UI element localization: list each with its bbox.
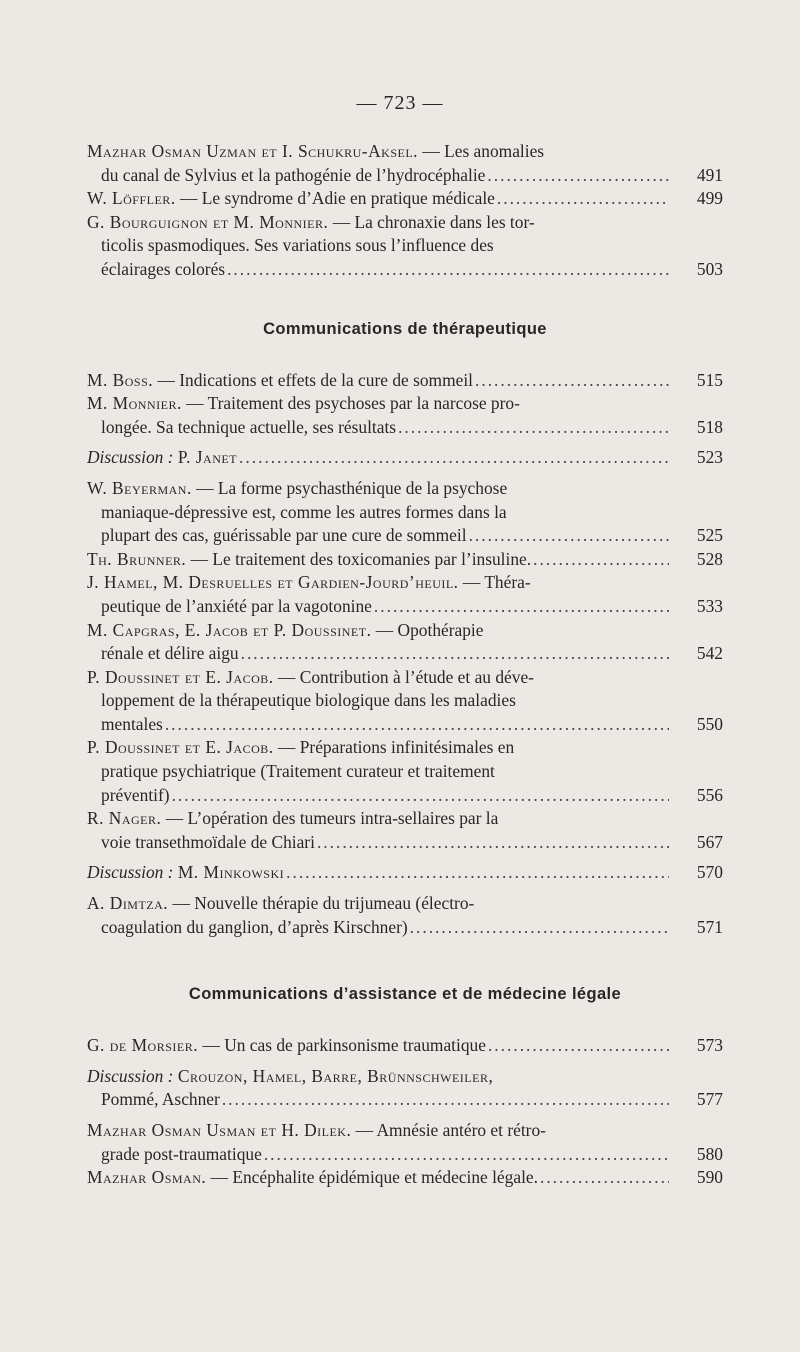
entry-last-line	[87, 416, 669, 440]
entry-last-line	[87, 831, 669, 855]
entry-authors: W. Beyerman.	[87, 477, 192, 498]
entry-line	[87, 501, 669, 525]
entry-authors: Crouzon, Hamel, Barre, Brünnschweiler,	[177, 1065, 494, 1086]
entry-last-line	[87, 1088, 669, 1112]
entry-title-text: coagulation du ganglion, d’après Kirschner)	[101, 916, 408, 937]
toc-entry	[87, 571, 723, 618]
entry-page-number: 570	[696, 862, 723, 883]
entry-line	[87, 234, 669, 258]
entry-text	[101, 642, 239, 666]
entry-page-number: 556	[696, 784, 723, 805]
entry-text	[101, 416, 396, 440]
entry-line	[87, 211, 669, 235]
leader-dots	[374, 595, 669, 619]
entry-title-text: — La chronaxie dans les tor-	[332, 211, 535, 232]
entry-line	[87, 140, 669, 164]
leader-dots	[317, 831, 669, 855]
entry-authors: P. Doussinet et E. Jacob.	[87, 737, 274, 758]
entry-page-number: 499	[696, 188, 723, 209]
entry-page-number: 491	[696, 164, 723, 185]
entry-line	[87, 689, 669, 713]
entry-page-number: 577	[696, 1089, 723, 1110]
table-of-contents	[87, 140, 723, 1190]
toc-entry	[87, 1065, 723, 1112]
toc-entry	[87, 187, 723, 211]
entry-text	[101, 258, 225, 282]
leader-dots	[286, 861, 669, 885]
entry-authors: M. Monnier.	[87, 393, 182, 414]
entry-title-text: — La forme psychasthénique de la psychose	[196, 477, 508, 498]
toc-entry	[87, 446, 723, 470]
entry-title-text: peutique de l’anxiété par la vagotonine	[101, 595, 372, 616]
entry-page-number: 503	[696, 258, 723, 279]
entry-page-number: 523	[696, 447, 723, 468]
leader-dots	[222, 1088, 669, 1112]
entry-text	[101, 164, 485, 188]
entry-page-number: 580	[696, 1143, 723, 1164]
discussion-label: Discussion :	[87, 862, 174, 883]
toc-entry	[87, 477, 723, 548]
entry-title-text: — Amnésie antéro et rétro-	[355, 1120, 546, 1140]
entry-last-line	[87, 713, 669, 737]
entry-title-text: — Le traitement des toxicomanies par l’insuline.	[190, 548, 532, 569]
entry-page-number: 528	[696, 548, 723, 569]
entry-line	[87, 736, 669, 760]
leader-dots	[227, 258, 669, 282]
entry-text	[101, 595, 372, 619]
toc-group-therapeutique	[87, 369, 723, 940]
entry-title-text: — Un cas de parkinsonisme traumatique	[202, 1035, 486, 1056]
entry-text	[87, 548, 531, 572]
entry-authors: Mazhar Osman Uzman et I. Schukru-Aksel.	[87, 141, 418, 161]
entry-text	[101, 1143, 262, 1167]
entry-title-text: loppement de la thérapeutique biologique dans les maladies	[101, 690, 516, 711]
entry-last-line	[87, 916, 669, 940]
entry-text	[101, 1088, 220, 1112]
entry-authors: R. Nager.	[87, 808, 162, 829]
toc-entry	[87, 807, 723, 854]
discussion-label: Discussion :	[87, 447, 174, 468]
entry-line	[87, 892, 669, 916]
toc-entry	[87, 392, 723, 439]
entry-text	[87, 369, 473, 393]
entry-text	[101, 784, 170, 808]
entry-text	[87, 861, 284, 885]
leader-dots	[540, 1166, 669, 1190]
entry-title-text: longée. Sa technique actuelle, ses résultats	[101, 416, 397, 437]
entry-title-text: — Préparations infinitésimales en	[278, 737, 515, 758]
entry-title-text: Pommé, Aschner	[101, 1089, 220, 1110]
toc-entry	[87, 619, 723, 666]
entry-title-text: — Contribution à l’étude et au déve-	[278, 666, 534, 687]
entry-authors: A. Dimtza.	[87, 893, 169, 914]
entry-title-text: du canal de Sylvius et la pathogénie de l’hydrocéphalie	[101, 164, 486, 185]
entry-authors: M. Boss.	[87, 369, 154, 390]
leader-dots	[165, 713, 669, 737]
entry-title-text: voie transethmoïdale de Chiari	[101, 831, 315, 852]
entry-authors: Th. Brunner.	[87, 548, 187, 569]
entry-title-text: — Indications et effets de la cure de sommeil	[157, 369, 473, 390]
entry-authors: W. Löffler.	[87, 188, 176, 209]
entry-text	[87, 446, 237, 470]
entry-line	[87, 392, 669, 416]
entry-line	[87, 807, 669, 831]
entry-last-line	[87, 187, 669, 211]
entry-title-text: grade post-traumatique	[101, 1143, 262, 1164]
entry-last-line	[87, 595, 669, 619]
entry-title-text: — Le syndrome d’Adie en pratique médicale	[180, 188, 495, 209]
entry-line	[87, 1065, 669, 1089]
toc-entry	[87, 369, 723, 393]
entry-authors: J. Hamel, M. Desruelles et Gardien-Jourd’heuil.	[87, 572, 459, 593]
leader-dots	[410, 916, 669, 940]
entry-authors: P. Doussinet et E. Jacob.	[87, 666, 274, 687]
entry-last-line	[87, 369, 669, 393]
entry-line	[87, 760, 669, 784]
entry-last-line	[87, 784, 669, 808]
entry-text	[87, 187, 495, 211]
entry-text	[101, 831, 315, 855]
entry-title-text: préventif)	[101, 784, 170, 805]
entry-page-number: 515	[696, 369, 723, 390]
leader-dots	[241, 642, 669, 666]
entry-text	[101, 713, 163, 737]
entry-last-line	[87, 164, 669, 188]
entry-line	[87, 477, 669, 501]
entry-last-line	[87, 258, 669, 282]
entry-authors: Mazhar Osman.	[87, 1167, 207, 1188]
discussion-label: Discussion :	[87, 1065, 174, 1086]
entry-authors: G. Bourguignon et M. Monnier.	[87, 211, 329, 232]
entry-line	[87, 1119, 669, 1143]
entry-title-text: plupart des cas, guérissable par une cure de sommeil	[101, 525, 467, 546]
entry-page-number: 542	[696, 643, 723, 664]
entry-text	[87, 1034, 486, 1058]
entry-page-number: 567	[696, 831, 723, 852]
entry-last-line	[87, 446, 669, 470]
entry-title-text: pratique psychiatrique (Traitement curateur et traitement	[101, 761, 495, 782]
entry-last-line	[87, 1034, 669, 1058]
leader-dots	[533, 548, 669, 572]
leader-dots	[264, 1143, 669, 1167]
entry-page-number: 573	[696, 1035, 723, 1056]
leader-dots	[172, 784, 669, 808]
entry-title-text: éclairages colorés	[101, 258, 226, 279]
entry-line	[87, 619, 669, 643]
entry-line	[87, 571, 669, 595]
entry-text	[101, 524, 467, 548]
entry-last-line	[87, 548, 669, 572]
entry-title-text: — Les anomalies	[422, 141, 545, 161]
toc-entry	[87, 1119, 723, 1166]
entry-authors: M. Minkowski	[177, 862, 285, 883]
entry-authors: G. de Morsier.	[87, 1035, 199, 1056]
toc-entry	[87, 861, 723, 885]
entry-authors: M. Capgras, E. Jacob et P. Doussinet.	[87, 619, 372, 640]
entry-last-line	[87, 524, 669, 548]
toc-entry	[87, 892, 723, 939]
entry-title-text: — Opothérapie	[375, 619, 484, 640]
entry-text	[101, 916, 408, 940]
leader-dots	[475, 369, 669, 393]
entry-page-number: 571	[696, 916, 723, 937]
toc-entry	[87, 1034, 723, 1058]
entry-authors: Mazhar Osman Usman et H. Dilek.	[87, 1120, 352, 1140]
entry-title-text: — Traitement des psychoses par la narcose pro-	[186, 393, 520, 414]
leader-dots	[487, 164, 669, 188]
entry-last-line	[87, 1143, 669, 1167]
entry-title-text: ticolis spasmodiques. Ses variations sous l’influence des	[101, 235, 494, 256]
toc-entry	[87, 736, 723, 807]
entry-page-number: 550	[696, 713, 723, 734]
entry-title-text: rénale et délire aigu	[101, 643, 239, 664]
entry-page-number: 518	[696, 416, 723, 437]
entry-title-text: maniaque-dépressive est, comme les autres formes dans la	[101, 501, 507, 522]
toc-entry	[87, 548, 723, 572]
section-heading-therapeutique: Communications de thérapeutique	[263, 319, 547, 338]
leader-dots	[497, 187, 669, 211]
leader-dots	[488, 1034, 669, 1058]
page-number: — 723 —	[356, 92, 444, 114]
section-heading-assistance: Communications d’assistance et de médecine légale	[188, 985, 622, 1004]
entry-authors: P. Janet	[177, 447, 238, 468]
entry-title-text: mentales	[101, 713, 163, 734]
entry-title-text: — Nouvelle thérapie du trijumeau (électro-	[172, 893, 475, 914]
toc-group-top	[87, 140, 723, 282]
entry-page-number: 533	[696, 595, 723, 616]
entry-title-text: — Encéphalite épidémique et médecine légale.	[210, 1167, 538, 1188]
entry-page-number: 525	[696, 525, 723, 546]
toc-entry	[87, 666, 723, 737]
entry-last-line	[87, 642, 669, 666]
entry-text	[87, 1166, 538, 1190]
entry-last-line	[87, 861, 669, 885]
leader-dots	[398, 416, 669, 440]
entry-line	[87, 666, 669, 690]
toc-entry	[87, 140, 723, 187]
leader-dots	[239, 446, 669, 470]
leader-dots	[469, 524, 669, 548]
toc-entry	[87, 211, 723, 282]
entry-title-text: — Théra-	[462, 572, 531, 593]
entry-last-line	[87, 1166, 669, 1190]
entry-title-text: — L’opération des tumeurs intra-sellaires par la	[165, 808, 499, 829]
toc-group-assistance	[87, 1034, 723, 1190]
entry-page-number: 590	[696, 1167, 723, 1188]
toc-entry	[87, 1166, 723, 1190]
